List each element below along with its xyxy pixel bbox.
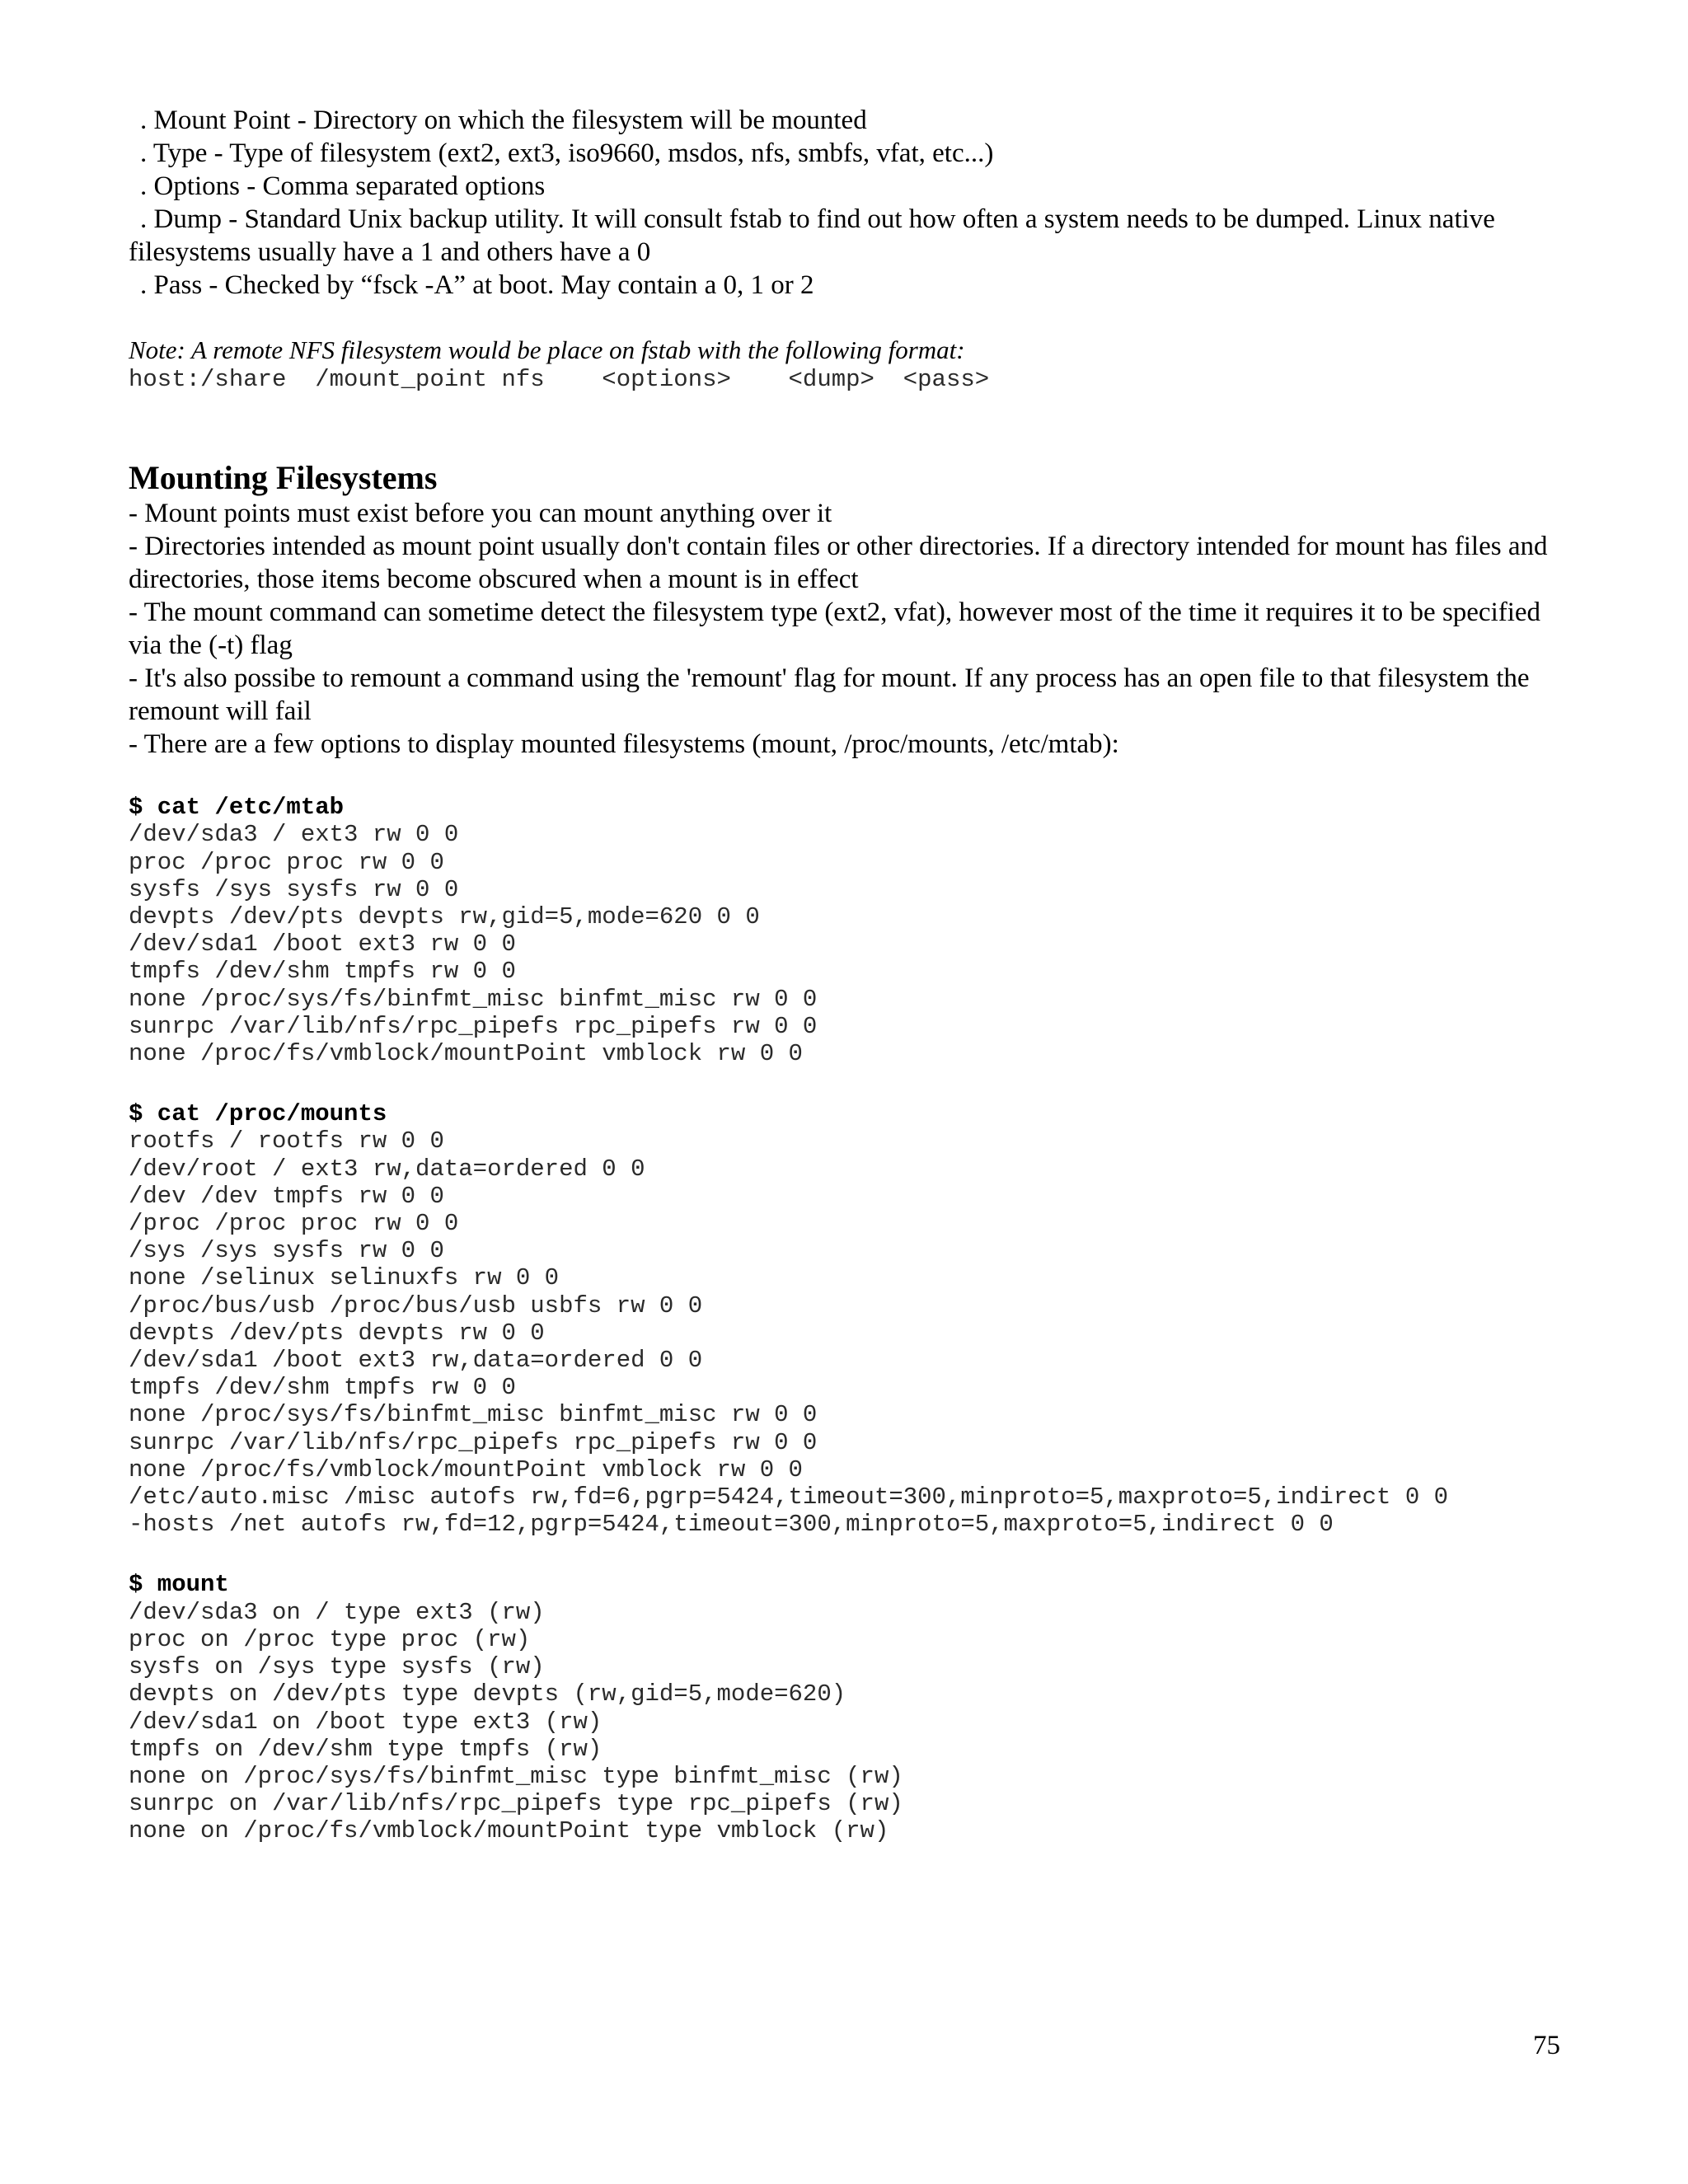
output-line: /dev/sda1 /boot ext3 rw,data=ordered 0 0 <box>129 1347 703 1375</box>
command-line: $ cat /etc/mtab <box>129 794 345 822</box>
output-line: /etc/auto.misc /misc autofs rw,fd=6,pgrp=5424,timeout=300,minproto=5,maxproto=5,indirect 0 0 <box>129 1483 1449 1511</box>
output-line: none /proc/sys/fs/binfmt_misc binfmt_misc rw 0 0 <box>129 1401 818 1429</box>
fstab-field-dump: . Dump - Standard Unix backup utility. It will consult fstab to find out how often a system needs to be dumped. Linux native filesystems usually have a 1 and others have a 0 <box>129 204 1503 267</box>
output-line: /dev/root / ext3 rw,data=ordered 0 0 <box>129 1155 645 1183</box>
output-line: /dev /dev tmpfs rw 0 0 <box>129 1182 444 1210</box>
output-line: none /proc/sys/fs/binfmt_misc binfmt_misc rw 0 0 <box>129 985 818 1013</box>
command-block-proc-mounts <box>129 1100 1579 1538</box>
bullet-item: - There are a few options to display mounted filesystems (mount, /proc/mounts, /etc/mtab): <box>129 729 1119 760</box>
nfs-note: Note: A remote NFS filesystem would be place on fstab with the following format: <box>129 335 965 364</box>
fstab-field-pass: . Pass - Checked by “fsck -A” at boot. May contain a 0, 1 or 2 <box>140 270 814 300</box>
output-line: proc on /proc type proc (rw) <box>129 1625 531 1653</box>
output-line: /sys /sys sysfs rw 0 0 <box>129 1237 444 1265</box>
output-line: devpts /dev/pts devpts rw,gid=5,mode=620 0 0 <box>129 903 760 931</box>
command-block-etc-mtab <box>129 794 1579 1067</box>
output-line: proc /proc proc rw 0 0 <box>129 848 444 876</box>
output-line: tmpfs /dev/shm tmpfs rw 0 0 <box>129 958 516 986</box>
output-line: rootfs / rootfs rw 0 0 <box>129 1127 444 1155</box>
output-line: devpts /dev/pts devpts rw 0 0 <box>129 1319 545 1347</box>
section-title: Mounting Filesystems <box>129 459 438 497</box>
bullet-item: - Directories intended as mount point usually don't contain files or other directories. If a directory intended for mount has files and directories, those items become obscured when a mount is in effect <box>129 532 1548 595</box>
output-line: -hosts /net autofs rw,fd=12,pgrp=5424,timeout=300,minproto=5,maxproto=5,indirect 0 0 <box>129 1511 1334 1539</box>
output-line: /dev/sda1 on /boot type ext3 (rw) <box>129 1708 603 1736</box>
output-line: /dev/sda3 / ext3 rw 0 0 <box>129 821 459 849</box>
fstab-field-mount-point: . Mount Point - Directory on which the filesystem will be mounted <box>140 105 867 135</box>
output-line: none on /proc/fs/vmblock/mountPoint type vmblock (rw) <box>129 1817 889 1845</box>
command-block-mount <box>129 1571 1579 1844</box>
output-line: none /proc/fs/vmblock/mountPoint vmblock rw 0 0 <box>129 1040 803 1068</box>
command-line: $ cat /proc/mounts <box>129 1100 387 1128</box>
output-line: sunrpc /var/lib/nfs/rpc_pipefs rpc_pipefs rw 0 0 <box>129 1012 818 1040</box>
nfs-format-line: host:/share /mount_point nfs <options> <dump> <pass> <box>129 366 990 393</box>
output-line: tmpfs on /dev/shm type tmpfs (rw) <box>129 1735 603 1763</box>
output-line: /proc/bus/usb /proc/bus/usb usbfs rw 0 0 <box>129 1291 703 1319</box>
section-bullets <box>129 497 1579 761</box>
command-line: $ mount <box>129 1571 229 1599</box>
output-line: /dev/sda1 /boot ext3 rw 0 0 <box>129 930 516 958</box>
bullet-item: - The mount command can sometime detect the filesystem type (ext2, vfat), however most of the time it requires it to be specified via the (-t) flag <box>129 598 1541 661</box>
fstab-field-options: . Options - Comma separated options <box>140 171 546 201</box>
output-line: none /selinux selinuxfs rw 0 0 <box>129 1264 560 1292</box>
page-number: 75 <box>1533 2031 1560 2060</box>
output-line: sysfs on /sys type sysfs (rw) <box>129 1653 545 1681</box>
output-line: sunrpc on /var/lib/nfs/rpc_pipefs type rpc_pipefs (rw) <box>129 1790 903 1818</box>
output-line: /dev/sda3 on / type ext3 (rw) <box>129 1598 545 1626</box>
output-line: /proc /proc proc rw 0 0 <box>129 1210 459 1238</box>
output-line: sysfs /sys sysfs rw 0 0 <box>129 875 459 903</box>
output-line: devpts on /dev/pts type devpts (rw,gid=5,mode=620) <box>129 1680 846 1708</box>
fstab-field-list <box>129 104 1579 302</box>
output-line: sunrpc /var/lib/nfs/rpc_pipefs rpc_pipefs rw 0 0 <box>129 1428 818 1456</box>
output-line: none on /proc/sys/fs/binfmt_misc type binfmt_misc (rw) <box>129 1762 903 1790</box>
bullet-item: - Mount points must exist before you can mount anything over it <box>129 499 832 529</box>
output-line: tmpfs /dev/shm tmpfs rw 0 0 <box>129 1374 516 1402</box>
document-page <box>129 104 1579 1845</box>
bullet-item: - It's also possibe to remount a command using the 'remount' flag for mount. If any process has an open file to that filesystem the remount will fail <box>129 663 1530 727</box>
fstab-field-type: . Type - Type of filesystem (ext2, ext3, iso9660, msdos, nfs, smbfs, vfat, etc...) <box>140 138 994 168</box>
output-line: none /proc/fs/vmblock/mountPoint vmblock rw 0 0 <box>129 1455 803 1483</box>
